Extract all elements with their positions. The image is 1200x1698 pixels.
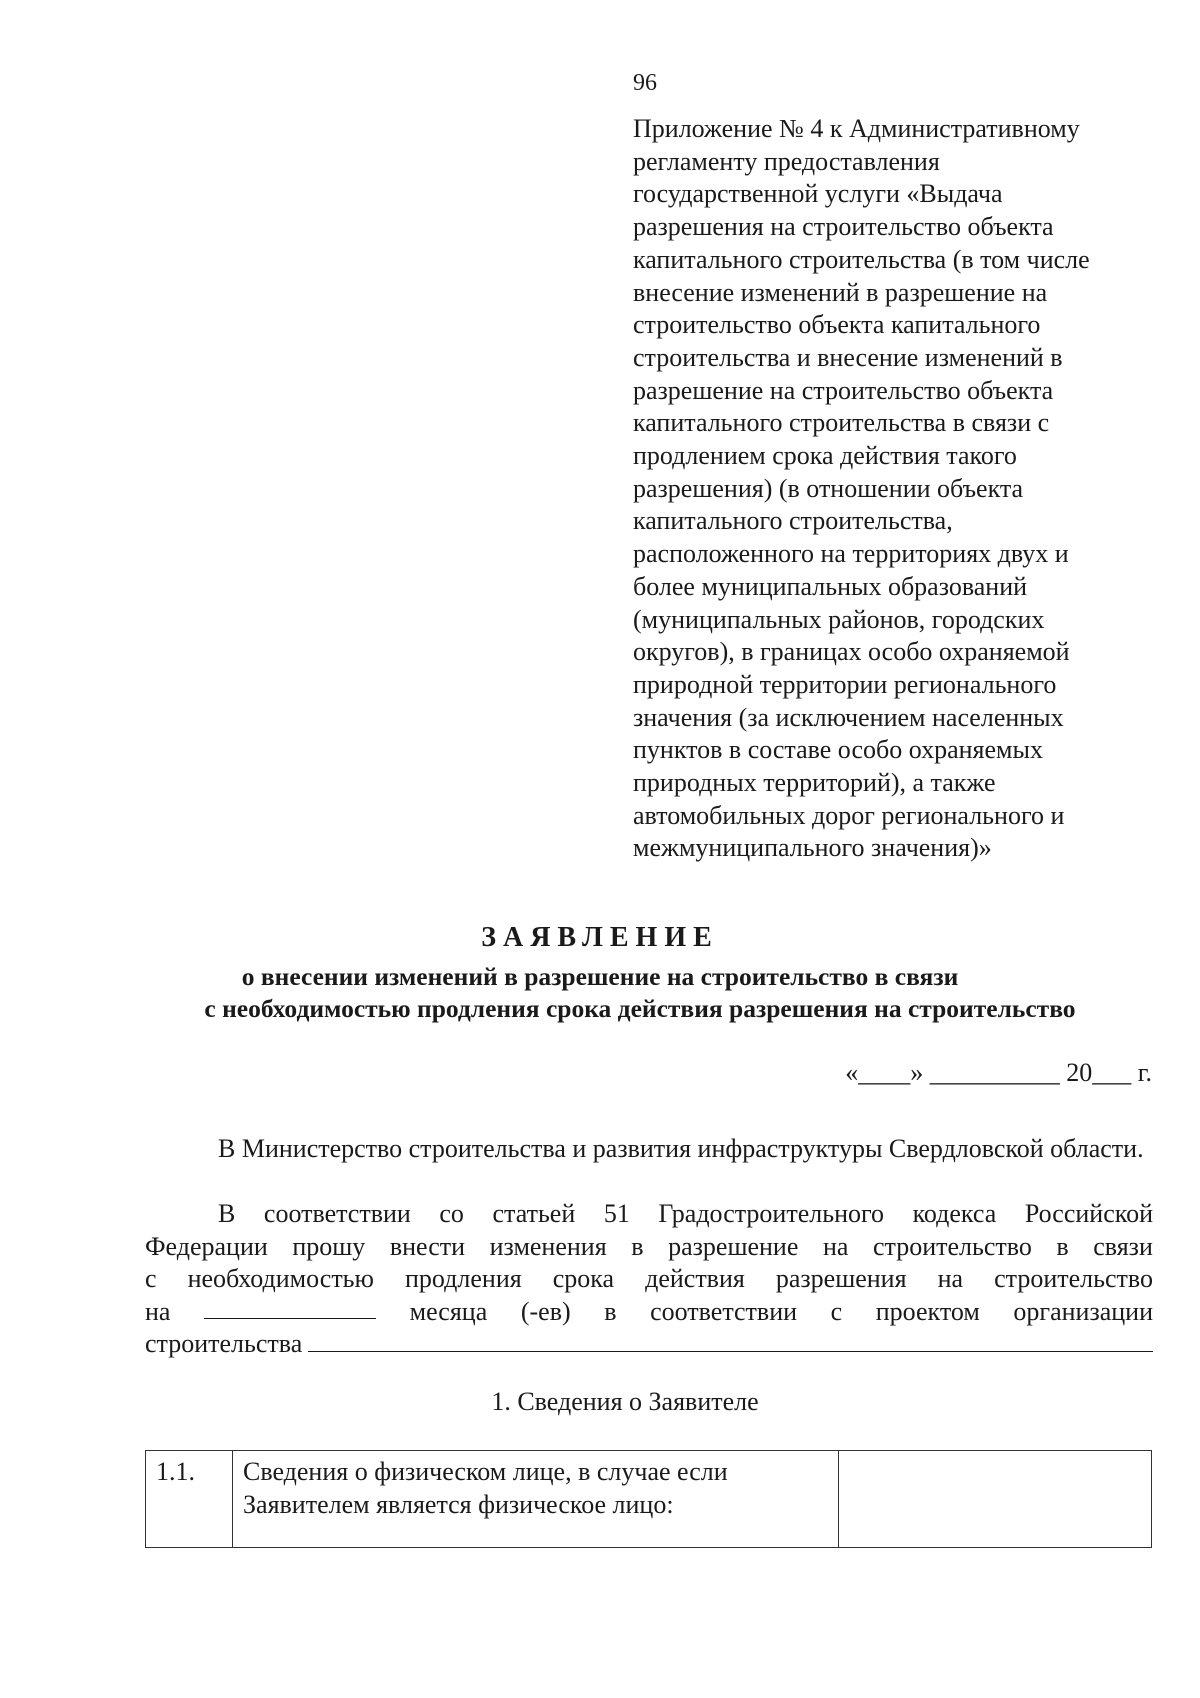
request-word: разрешения (775, 1264, 907, 1293)
request-word: месяца (409, 1296, 488, 1326)
document-title: ЗАЯВЛЕНИЕ (481, 922, 719, 953)
appendix-line: округов), в границах особо охраняемой (633, 637, 1070, 667)
appendix-line: регламенту предоставления (633, 146, 940, 176)
request-word: с (145, 1264, 157, 1293)
request-word: в (1056, 1231, 1069, 1261)
request-word: проектом (875, 1296, 980, 1326)
request-line-3 (145, 1263, 1153, 1296)
request-word: (-ев) (520, 1296, 571, 1326)
request-line-4 (145, 1296, 1153, 1329)
request-word: соответствии (263, 1199, 411, 1228)
appendix-line: капитального строительства в связи с (633, 408, 1050, 438)
addressee-block (145, 1133, 1153, 1166)
request-word-construction: строительства (145, 1329, 303, 1358)
request-word: Российской (1024, 1199, 1153, 1228)
request-word: действия (645, 1264, 745, 1293)
request-word: изменения (489, 1231, 607, 1261)
request-word: в (604, 1296, 617, 1326)
request-word: связи (1093, 1231, 1153, 1261)
appendix-line: внесение изменений в разрешение на (633, 277, 1048, 307)
appendix-line: капитального строительства, (633, 506, 953, 536)
applicant-info-table (145, 1450, 1152, 1548)
request-word: кодекса (912, 1199, 997, 1228)
request-word: срока (552, 1264, 615, 1293)
request-word: статьей (492, 1199, 576, 1228)
appendix-line: разрешение на строительство объекта (633, 375, 1054, 405)
request-line-2 (145, 1231, 1153, 1264)
appendix-line: продлением срока действия такого (633, 441, 1017, 471)
page-number: 96 (633, 70, 657, 96)
request-word: строительство (994, 1264, 1153, 1293)
request-word: внести (389, 1231, 466, 1261)
project-blank-field[interactable] (308, 1329, 1153, 1352)
request-word: разрешение (668, 1231, 799, 1261)
request-word: продления (405, 1264, 522, 1293)
request-word: необходимостью (187, 1264, 374, 1293)
request-word: со (439, 1199, 464, 1228)
date-line: «____» __________ 20___ г. (845, 1058, 1152, 1087)
request-word: с (830, 1296, 843, 1326)
appendix-line: (муниципальных районов, городских (633, 604, 1045, 634)
request-word: Градостроительного (658, 1199, 884, 1228)
months-blank-field[interactable] (204, 1296, 376, 1319)
appendix-line: межмуниципального значения)» (633, 833, 992, 863)
appendix-line: пунктов в составе особо охраняемых (633, 735, 1043, 765)
row-value-cell[interactable] (839, 1451, 1152, 1548)
request-word: соответствии (650, 1296, 798, 1326)
document-subtitle-line-1: о внесении изменений в разрешение на строительство в связи (241, 962, 959, 991)
appendix-line: разрешения) (в отношении объекта (633, 473, 1024, 503)
appendix-line: значения (за исключением населенных (633, 702, 1064, 732)
appendix-header (633, 113, 1163, 865)
request-line-1 (145, 1198, 1153, 1231)
request-word: прошу (292, 1231, 366, 1261)
appendix-line: более муниципальных образований (633, 571, 1028, 601)
request-word: на (937, 1264, 964, 1293)
appendix-line: разрешения на строительство объекта (633, 212, 1054, 242)
request-word: В (218, 1199, 236, 1228)
request-line-5 (145, 1328, 1153, 1361)
appendix-line: расположенного на территориях двух и (633, 539, 1069, 569)
appendix-line: строительство объекта капитального (633, 310, 1041, 340)
request-word: строительство (872, 1231, 1032, 1261)
row-number-cell: 1.1. (146, 1451, 233, 1548)
appendix-line: автомобильных дорог регионального и (633, 800, 1065, 830)
request-word: 51 (603, 1199, 630, 1228)
request-word: в (631, 1231, 644, 1261)
request-word: организации (1013, 1296, 1153, 1326)
addressee-paragraph: В Министерство строительства и развития инфраструктуры Свердловской области. (218, 1134, 1144, 1163)
appendix-line: Приложение № 4 к Административному (633, 114, 1080, 143)
appendix-line: государственной услуги «Выдача (633, 179, 1003, 209)
appendix-line: природных территорий), а также (633, 768, 996, 798)
document-subtitle-line-2: с необходимостью продления срока действия разрешения на строительство (204, 994, 1076, 1023)
appendix-line: капитального строительства (в том числе (633, 244, 1090, 274)
row-label-cell: Сведения о физическом лице, в случае если Заявителем является физическое лицо: (233, 1451, 839, 1548)
request-word-na: на (145, 1296, 171, 1326)
appendix-line: природной территории регионального (633, 669, 1057, 699)
appendix-line: строительства и внесение изменений в (633, 342, 1063, 372)
section-heading-applicant: 1. Сведения о Заявителе (491, 1387, 759, 1416)
table-row (146, 1451, 1152, 1548)
request-word: Федерации (145, 1231, 268, 1261)
request-block (145, 1198, 1153, 1361)
request-word: на (822, 1231, 849, 1261)
